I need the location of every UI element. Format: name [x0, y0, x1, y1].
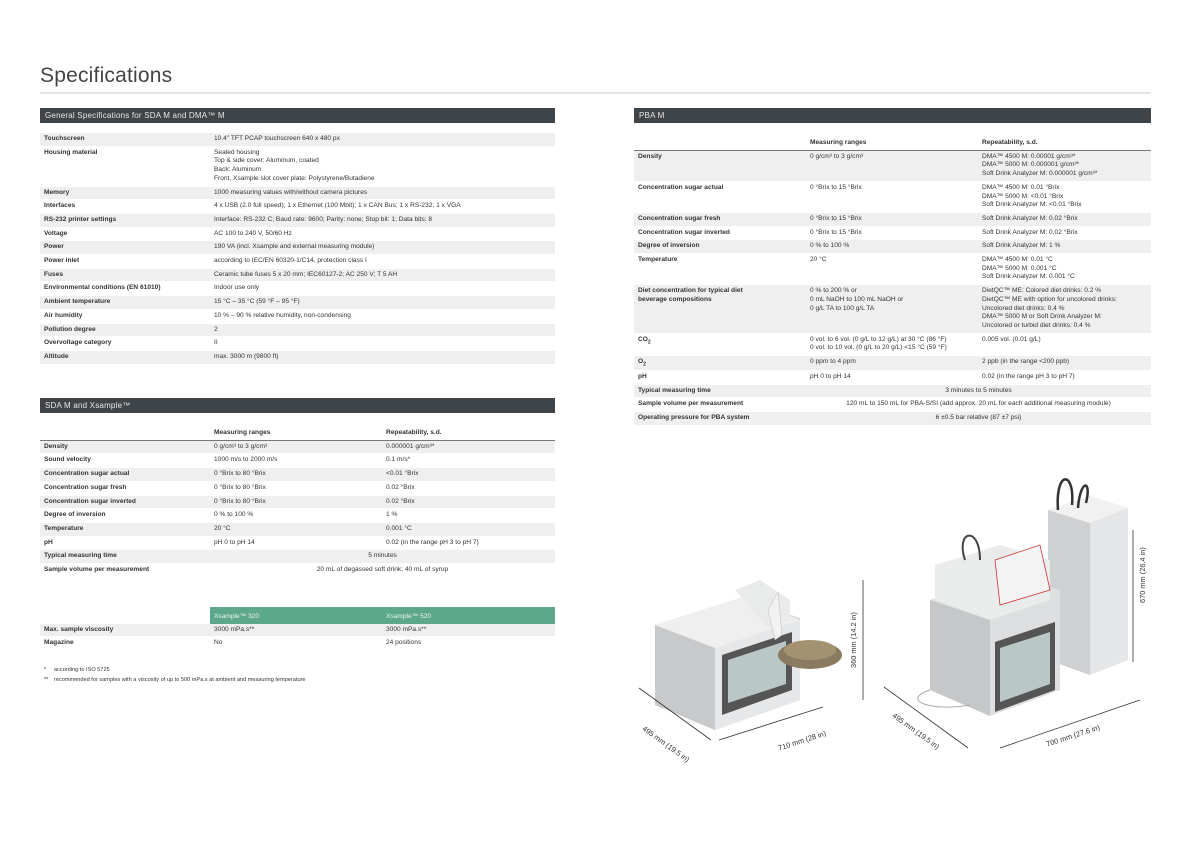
measuring-range: 0 % to 100 %	[806, 240, 978, 254]
general-specs-header: General Specifications for SDA M and DMA™ M	[40, 108, 555, 123]
footnote-1: * according to ISO 5725	[44, 667, 110, 673]
repeatability: 0.02 (in the range pH 3 to pH 7)	[382, 536, 555, 550]
measuring-range: 0 °Brix to 15 °Brix	[806, 181, 978, 212]
measuring-range: 0 vol. to 6 vol. (0 g/L to 12 g/L) at 30 °C (86 °F) 0 vol. to 10 vol. (0 g/L to 20 g/L) <15 °C (59 °F)	[806, 333, 978, 355]
spec-label: Fuses	[40, 268, 210, 282]
spec-label: Degree of inversion	[40, 509, 210, 523]
spec-label: Overvoltage category	[40, 337, 210, 351]
repeatability: 0.02 °Brix	[382, 481, 555, 495]
spec-label: Max. sample viscosity	[40, 624, 210, 637]
pba-col-ranges: Measuring ranges	[806, 133, 978, 150]
spec-label: Power inlet	[40, 255, 210, 269]
spec-value: 10.4" TFT PCAP touchscreen 640 x 480 px	[210, 133, 555, 146]
pba-header: PBA M	[634, 108, 1151, 123]
spec-value: 1000 measuring values with/without camera pictures	[210, 186, 555, 200]
sda-instrument-image	[655, 580, 842, 730]
sda-col-ranges: Measuring ranges	[210, 423, 382, 440]
spec-label: Touchscreen	[40, 133, 210, 146]
spec-label: Typical measuring time	[40, 550, 210, 564]
spec-value: 3 minutes to 5 minutes	[806, 384, 1151, 398]
pba-depth-label: 495 mm (19.5 in)	[890, 711, 942, 752]
measuring-range: 1000 m/s to 2000 m/s	[210, 454, 382, 468]
measuring-range: 0 °Brix to 15 °Brix	[806, 212, 978, 226]
xsample-520-value: 24 positions	[382, 637, 555, 651]
sda-depth-label: 495 mm (19.5 in)	[640, 724, 692, 765]
measuring-range: 0 ppm to 4 ppm	[806, 356, 978, 371]
spec-value: 4 x USB (2.0 full speed); 1 x Ethernet (100 Mbit); 1 x CAN Bus; 1 x RS-232; 1 x VGA	[210, 200, 555, 214]
spec-value: Sealed housing Top & side cover: Aluminum, coated Back: Aluminum Front, Xsample slot cover plate: Polystyrene/Butadiene	[210, 146, 555, 186]
spec-label: $CO_2$	[634, 333, 806, 355]
spec-value: 6 ±0.5 bar relative (87 ±7 psi)	[806, 412, 1151, 426]
measuring-range: 0 °Brix to 15 °Brix	[806, 226, 978, 240]
spec-label: Air humidity	[40, 309, 210, 323]
spec-label: Ambient temperature	[40, 296, 210, 310]
pba-instrument-image	[918, 479, 1128, 716]
spec-label: Concentration sugar inverted	[40, 495, 210, 509]
repeatability: DMA™ 4500 M: 0.00001 g/cm³* DMA™ 5000 M: 0.000001 g/cm³* Soft Drink Analyzer M: 0.000001 g/cm³*	[978, 150, 1151, 181]
spec-label: Sound velocity	[40, 454, 210, 468]
pba-width-label: 700 mm (27.6 in)	[1045, 722, 1101, 749]
spec-label: Housing material	[40, 146, 210, 186]
xsample-520-value: 3000 mPa.s**	[382, 624, 555, 637]
spec-value: 15 °C – 35 °C (59 °F – 95 °F)	[210, 296, 555, 310]
sda-col-repeatability: Repeatability, s.d.	[382, 423, 555, 440]
xsample-320-value: No	[210, 637, 382, 651]
spec-label: Magazine	[40, 637, 210, 651]
xsample-520-header: Xsample™ 520	[382, 607, 555, 624]
xsample-320-value: 3000 mPa.s**	[210, 624, 382, 637]
repeatability: 0.000001 g/cm³*	[382, 440, 555, 454]
spec-label: Altitude	[40, 350, 210, 364]
spec-label: Concentration sugar fresh	[40, 481, 210, 495]
repeatability: 0.001 °C	[382, 522, 555, 536]
spec-label: Temperature	[40, 522, 210, 536]
pba-col-repeatability: Repeatability, s.d.	[978, 133, 1151, 150]
spec-label: Environmental conditions (EN 61010)	[40, 282, 210, 296]
spec-label: Density	[634, 150, 806, 181]
spec-value: 190 VA (incl. Xsample and external measuring module)	[210, 241, 555, 255]
spec-value: 10 % – 90 % relative humidity, non-condensing	[210, 309, 555, 323]
spec-value: max. 3000 m (9800 ft)	[210, 350, 555, 364]
measuring-range: 0 g/cm³ to 3 g/cm³	[806, 150, 978, 181]
spec-label: Temperature	[634, 254, 806, 285]
spec-label: Sample volume per measurement	[40, 564, 210, 578]
measuring-range: 0 °Brix to 80 °Brix	[210, 468, 382, 482]
spec-value: Ceramic tube fuses 5 x 20 mm; IEC60127-2; AC 250 V; T 5 AH	[210, 268, 555, 282]
spec-label: RS-232 printer settings	[40, 213, 210, 227]
spec-label: Pollution degree	[40, 323, 210, 337]
repeatability: <0.01 °Brix	[382, 468, 555, 482]
footnote-2: ** recommended for samples with a viscosity of up to 500 mPa.s at ambient and measuring temperature	[44, 677, 306, 683]
spec-label: Degree of inversion	[634, 240, 806, 254]
measuring-range: 20 °C	[806, 254, 978, 285]
spec-value: Interface: RS-232 C; Baud rate: 9600; Parity: none; Stop bit: 1; Data bits: 8	[210, 213, 555, 227]
repeatability: 0.1 m/s*	[382, 454, 555, 468]
repeatability: 0.005 vol. (0.01 g/L)	[978, 333, 1151, 355]
spec-label: Power	[40, 241, 210, 255]
spec-value: 120 mL to 150 mL for PBA-S/SI (add approx. 20 mL for each additional measuring module)	[806, 398, 1151, 412]
spec-label: Density	[40, 440, 210, 454]
measuring-range: 0 % to 100 %	[210, 509, 382, 523]
spec-label: Concentration sugar fresh	[634, 212, 806, 226]
spec-label: Operating pressure for PBA system	[634, 412, 806, 426]
spec-value: II	[210, 337, 555, 351]
spec-label: pH	[40, 536, 210, 550]
spec-label: Sample volume per measurement	[634, 398, 806, 412]
measuring-range: 0 % to 200 % or 0 mL NaOH to 100 mL NaOH or 0 g/L TA to 100 g/L TA	[806, 285, 978, 334]
spec-label: pH	[634, 370, 806, 384]
spec-label: Interfaces	[40, 200, 210, 214]
page-title: Specifications	[40, 64, 173, 87]
spec-label: Typical measuring time	[634, 384, 806, 398]
spec-value: Indoor use only	[210, 282, 555, 296]
measuring-range: 20 °C	[210, 522, 382, 536]
measuring-range: 0 g/cm³ to 3 g/cm³	[210, 440, 382, 454]
spec-value: according to IEC/EN 60320-1/C14, protection class I	[210, 255, 555, 269]
sda-width-label: 710 mm (28 in)	[777, 728, 828, 753]
repeatability: DMA™ 4500 M: 0.01 °C DMA™ 5000 M: 0.001 °C Soft Drink Analyzer M: 0.001 °C	[978, 254, 1151, 285]
sda-header: SDA M and Xsample™	[40, 398, 555, 413]
spec-value: 20 mL of degassed soft drink; 40 mL of syrup	[210, 564, 555, 578]
spec-label: Concentration sugar inverted	[634, 226, 806, 240]
spec-value: 5 minutes	[210, 550, 555, 564]
pba-height-label: 670 mm (26.4 in)	[1138, 547, 1147, 603]
repeatability: DMA™ 4500 M: 0.01 °Brix DMA™ 5000 M: <0.01 °Brix Soft Drink Analyzer M: <0.01 °Brix	[978, 181, 1151, 212]
spec-label: Diet concentration for typical diet beverage compositions	[634, 285, 806, 334]
sda-height-label: 360 mm (14.2 in)	[849, 612, 858, 668]
spec-label: Concentration sugar actual	[634, 181, 806, 212]
measuring-range: pH 0 to pH 14	[210, 536, 382, 550]
spec-value: AC 100 to 240 V, 50/60 Hz	[210, 227, 555, 241]
repeatability: DietQC™ ME: Colored diet drinks: 0.2 % DietQC™ ME with option for uncolored drinks: Uncolored diet drinks: 0.4 % DMA™ 5000 M or Soft Drink Analyzer M: Uncolored or turbid diet drinks: 0.4 %	[978, 285, 1151, 334]
spec-label: $O_2$	[634, 356, 806, 371]
repeatability: 0.02 (in the range pH 3 to pH 7)	[978, 370, 1151, 384]
repeatability: Soft Drink Analyzer M: 1 %	[978, 240, 1151, 254]
repeatability: 2 ppb (in the range <200 ppb)	[978, 356, 1151, 371]
repeatability: 0.02 °Brix	[382, 495, 555, 509]
measuring-range: 0 °Brix to 80 °Brix	[210, 495, 382, 509]
spec-label: Memory	[40, 186, 210, 200]
repeatability: Soft Drink Analyzer M: 0.02 °Brix	[978, 212, 1151, 226]
repeatability: 1 %	[382, 509, 555, 523]
measuring-range: 0 °Brix to 80 °Brix	[210, 481, 382, 495]
measuring-range: pH 0 to pH 14	[806, 370, 978, 384]
xsample-320-header: Xsample™ 320	[210, 607, 382, 624]
spec-label: Concentration sugar actual	[40, 468, 210, 482]
repeatability: Soft Drink Analyzer M: 0.02 °Brix	[978, 226, 1151, 240]
spec-label: Voltage	[40, 227, 210, 241]
spec-value: 2	[210, 323, 555, 337]
